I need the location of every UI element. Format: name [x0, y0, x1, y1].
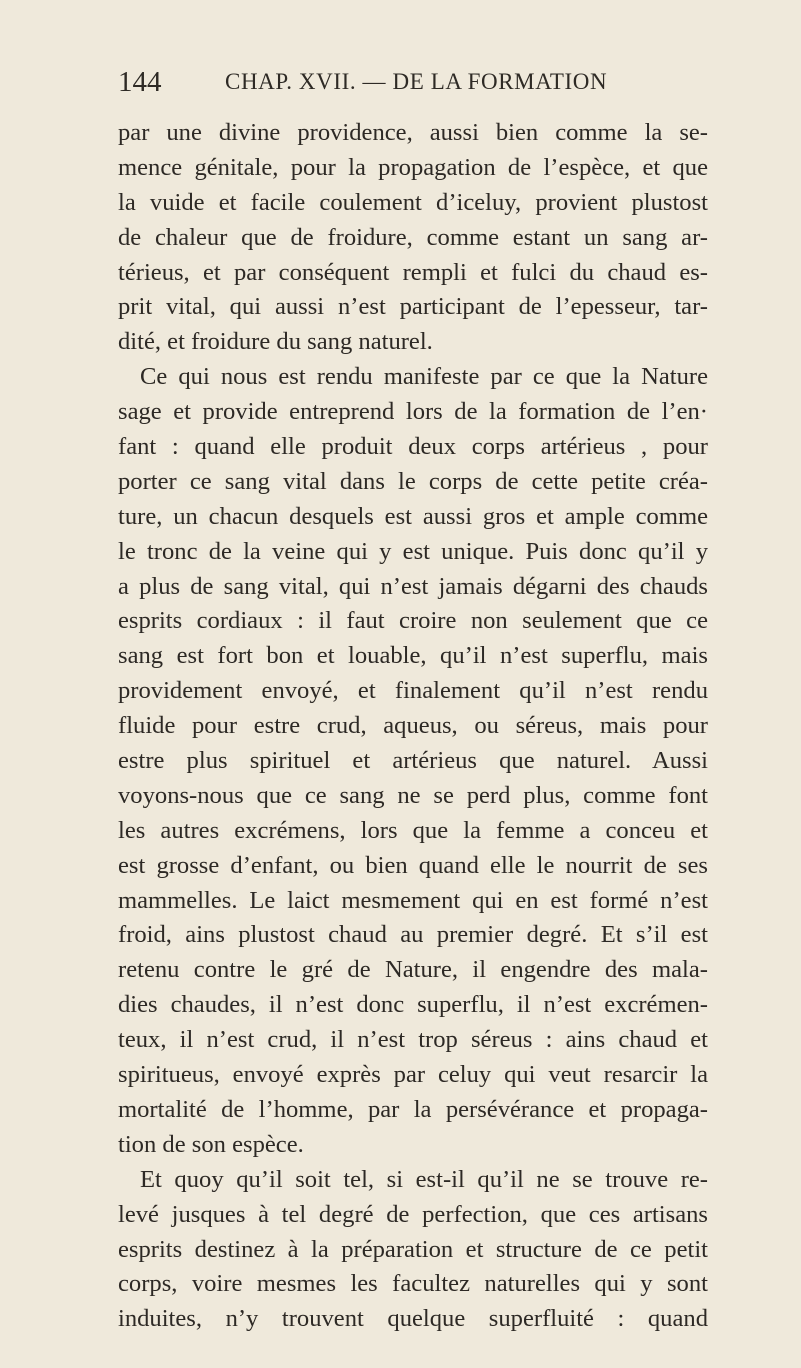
text-line: mence génitale, pour la propagation de l’espèce, et que: [118, 153, 708, 181]
text-line: est grosse d’enfant, ou bien quand elle le nourrit de ses: [118, 851, 708, 879]
body-text: [118, 116, 708, 1337]
page-number: 144: [118, 66, 162, 98]
text-line: induites, n’y trouvent quelque superfluité : quand: [118, 1305, 708, 1333]
text-line: voyons-nous que ce sang ne se perd plus, comme font: [118, 781, 708, 809]
text-line: levé jusques à tel degré de perfection, que ces artisans: [118, 1200, 708, 1228]
text-line: les autres excrémens, lors que la femme a conceu et: [118, 816, 708, 844]
text-line: teux, il n’est crud, il n’est trop séreus : ains chaud et: [118, 1026, 708, 1054]
text-line: par une divine providence, aussi bien comme la se-: [118, 119, 708, 146]
running-title: CHAP. XVII. — DE LA FORMATION: [225, 69, 608, 94]
text-line: retenu contre le gré de Nature, il engendre des mala-: [118, 956, 708, 984]
text-line: spiritueus, envoyé exprès par celuy qui veut resarcir la: [118, 1061, 708, 1089]
text-line: froid, ains plustost chaud au premier degré. Et s’il est: [118, 921, 708, 949]
text-line: a plus de sang vital, qui n’est jamais dégarni des chauds: [118, 572, 708, 600]
text-line: mortalité de l’homme, par la persévérance et propaga-: [118, 1095, 708, 1123]
text-line: mammelles. Le laict mesmement qui en est formé n’est: [118, 886, 708, 914]
text-line: esprits cordiaux : il faut croire non seulement que ce: [118, 607, 708, 635]
running-head: [118, 62, 718, 102]
text-line: sage et provide entreprend lors de la formation de l’en·: [118, 398, 708, 426]
text-line: de chaleur que de froidure, comme estant un sang ar-: [118, 223, 708, 251]
text-line: le tronc de la veine qui y est unique. Puis donc qu’il y: [118, 537, 708, 565]
text-line: corps, voire mesmes les facultez naturelles qui y sont: [118, 1270, 708, 1298]
text-line: dies chaudes, il n’est donc superflu, il n’est excrémen-: [118, 991, 708, 1019]
text-line: prit vital, qui aussi n’est participant de l’epesseur, tar-: [118, 293, 708, 321]
text-line: porter ce sang vital dans le corps de cette petite créa-: [118, 467, 708, 495]
text-line: Et quoy qu’il soit tel, si est-il qu’il ne se trouve re-: [140, 1165, 708, 1193]
text-line: dité, et froidure du sang naturel.: [118, 328, 433, 356]
text-line: estre plus spirituel et artérieus que naturel. Aussi: [118, 747, 708, 775]
text-line: providement envoyé, et finalement qu’il n’est rendu: [118, 677, 708, 705]
text-line: la vuide et facile coulement d’iceluy, provient plustost: [118, 188, 708, 216]
text-line: sang est fort bon et louable, qu’il n’est superflu, mais: [118, 642, 708, 670]
text-line: esprits destinez à la préparation et structure de ce petit: [118, 1235, 708, 1263]
text-line: ture, un chacun desquels est aussi gros et ample comme: [118, 502, 708, 530]
text-line: fluide pour estre crud, aqueus, ou séreus, mais pour: [118, 712, 708, 740]
text-line: térieus, et par conséquent rempli et fulci du chaud es-: [118, 258, 708, 286]
text-line: fant : quand elle produit deux corps artérieus , pour: [118, 433, 708, 461]
text-line: tion de son espèce.: [118, 1130, 304, 1158]
text-line: Ce qui nous est rendu manifeste par ce que la Nature: [140, 363, 708, 391]
